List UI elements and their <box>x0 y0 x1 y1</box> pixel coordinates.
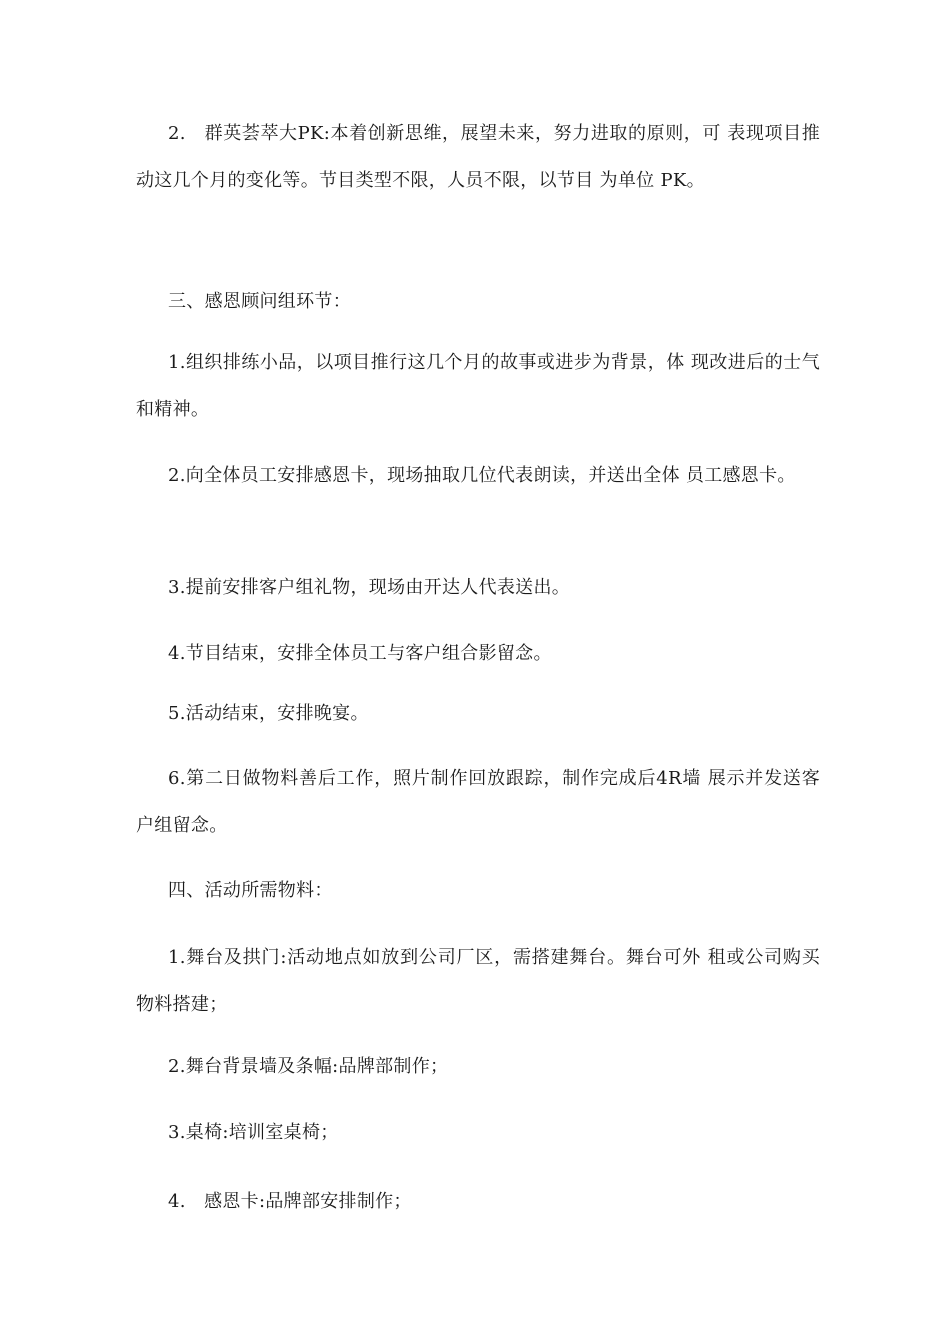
paragraph-pk-competition: 2. 群英荟萃大PK:本着创新思维，展望未来，努力进取的原则，可 表现项目推动这几个月的变化等。节目类型不限，人员不限，以节目 为单位 PK。 <box>136 123 820 191</box>
paragraph-gifts: 3.提前安排客户组礼物，现场由开达人代表送出。 <box>168 577 571 598</box>
paragraph-dinner: 5.活动结束，安排晚宴。 <box>168 703 369 724</box>
paragraph-thanks-card: 2.向全体员工安排感恩卡，现场抽取几位代表朗读，并送出全体 员工感恩卡。 <box>168 465 796 486</box>
section-heading-materials: 四、活动所需物料： <box>168 880 333 901</box>
paragraph-stage: 1.舞台及拱门:活动地点如放到公司厂区，需搭建舞台。舞台可外 租或公司购买物料搭建； <box>136 947 820 1015</box>
section-heading-thanks: 三、感恩顾问组环节： <box>168 291 351 312</box>
paragraph-aftercare: 6.第二日做物料善后工作，照片制作回放跟踪，制作完成后4R墙 展示并发送客户组留念。 <box>136 768 820 836</box>
paragraph-group-photo: 4.节目结束，安排全体员工与客户组合影留念。 <box>168 643 552 664</box>
paragraph-tables: 3.桌椅:培训室桌椅； <box>168 1122 339 1143</box>
paragraph-cards: 4. 感恩卡:品牌部安排制作； <box>168 1191 412 1212</box>
paragraph-sketch: 1.组织排练小品，以项目推行这几个月的故事或进步为背景，体 现改进后的士气和精神。 <box>136 352 820 420</box>
paragraph-backdrop: 2.舞台背景墙及条幅:品牌部制作； <box>168 1056 449 1077</box>
